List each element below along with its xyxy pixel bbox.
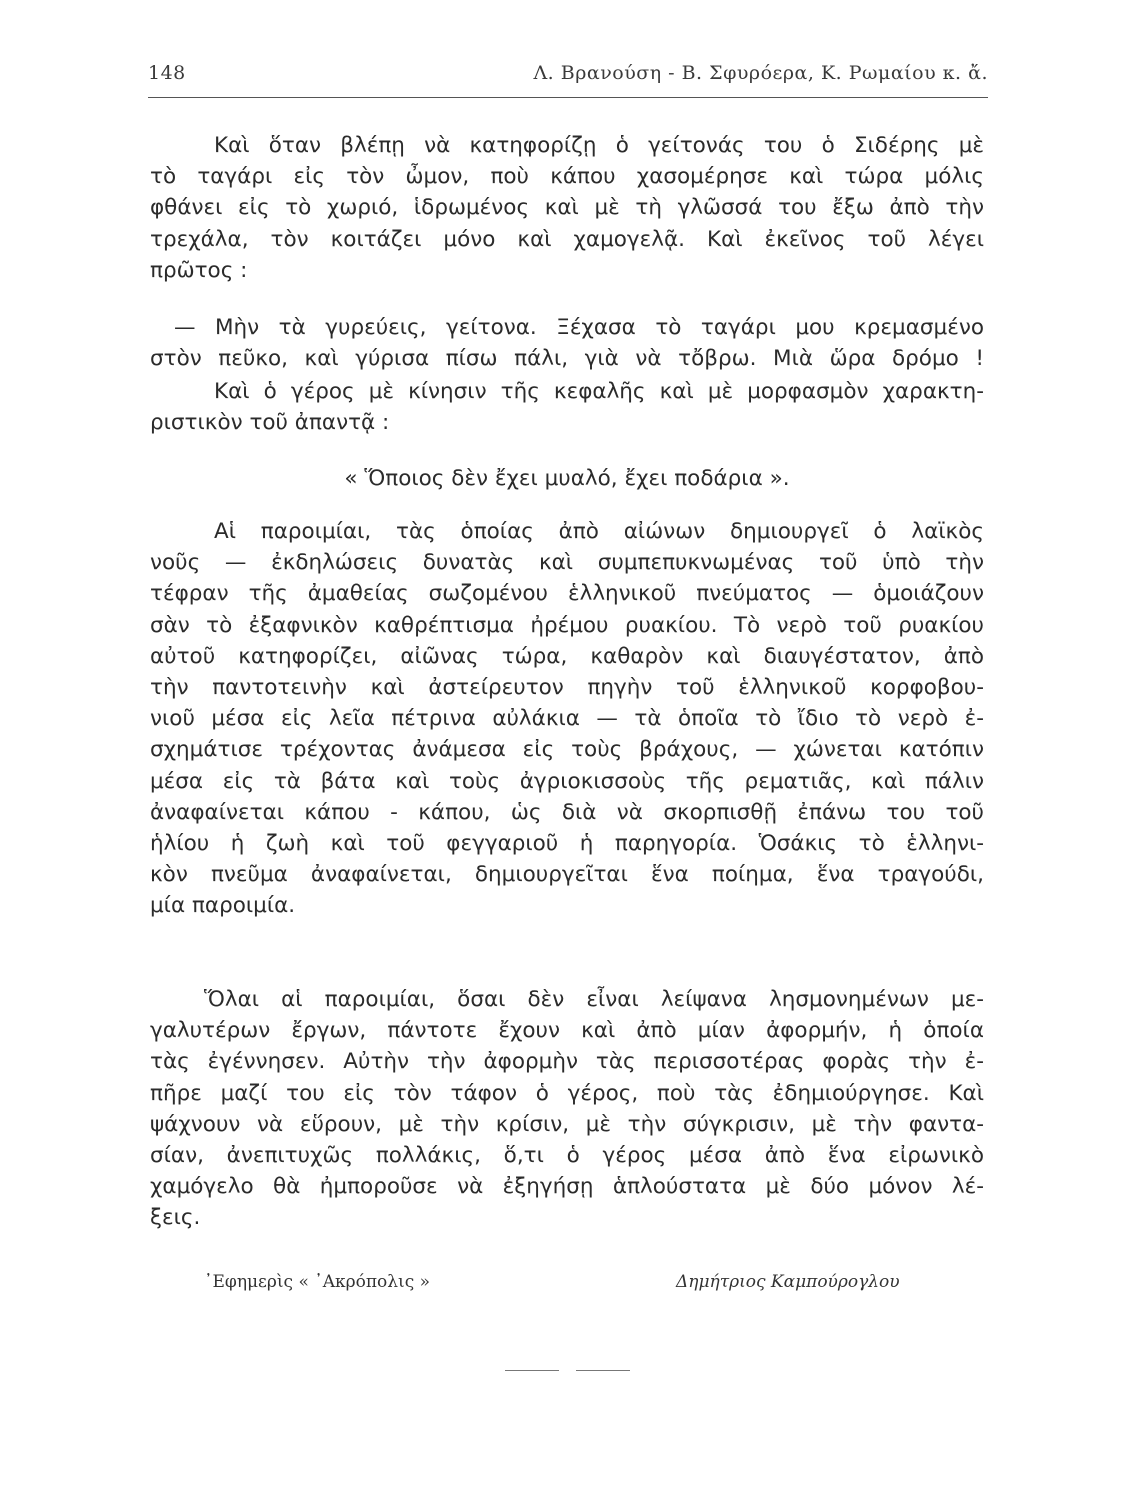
text-line: Ὅλαι αἱ παροιμίαι, ὅσαι δὲν εἶναι λείψανα λησμονημένων με- <box>204 987 984 1012</box>
text-line: τέφραν τῆς ἀμαθείας σωζομένου ἑλληνικοῦ πνεύματος — ὁμοιάζουν <box>150 581 984 607</box>
text-line: νιοῦ μέσα εἰς λεῖα πέτρινα αὐλάκια — τὰ ὁποῖα τὸ ἴδιο τὸ νερὸ ἐ- <box>150 706 984 732</box>
paragraph-3 <box>150 376 984 438</box>
end-rule-left <box>505 1370 559 1371</box>
text-line: σὰν τὸ ἐξαφνικὸν καθρέπτισμα ἠρέμου ρυακίου. Τὸ νερὸ τοῦ ρυακίου <box>150 612 984 638</box>
text-line: χαμόγελο θὰ ἠμποροῦσε νὰ ἐξηγήσῃ ἁπλούστατα μὲ δύο μόνον λέ- <box>150 1174 984 1200</box>
text-line: γαλυτέρων ἔργων, πάντοτε ἔχουν καὶ ἀπὸ μίαν ἀφορμήν, ἡ ὁποία <box>150 1018 984 1044</box>
text-line: ἀναφαίνεται κάπου - κάπου, ὡς διὰ νὰ σκορπισθῇ ἐπάνω του τοῦ <box>150 799 984 825</box>
paragraph-4 <box>150 516 984 921</box>
quote-line: « Ὅποιος δὲν ἔχει μυαλό, ἔχει ποδάρια ». <box>344 466 790 491</box>
running-title: Λ. Βρανούση - Β. Σφυρόερα, Κ. Ρωμαίου κ. ἄ. <box>533 62 988 84</box>
text-line: ξεις. <box>150 1205 201 1231</box>
text-line: τὰς ἐγέννησεν. Αὐτὴν τὴν ἀφορμὴν τὰς περισσοτέρας φορὰς τὴν ἐ- <box>150 1049 984 1075</box>
text-line: πρῶτος : <box>150 257 248 283</box>
header-rule <box>148 97 988 98</box>
text-line: νοῦς — ἐκδηλώσεις δυνατὰς καὶ συμπεπυκνωμένας τοῦ ὑπὸ τὴν <box>150 550 984 576</box>
text-line: ἡλίου ἡ ζωὴ καὶ τοῦ φεγγαριοῦ ἡ παρηγορία. Ὁσάκις τὸ ἑλληνι- <box>150 830 984 856</box>
text-line: ριστικὸν τοῦ ἀπαντᾷ : <box>150 410 390 436</box>
paragraph-1 <box>150 130 984 286</box>
text-line: μέσα εἰς τὰ βάτα καὶ τοὺς ἀγριοκισσοὺς τῆς ρεματιᾶς, καὶ πάλιν <box>150 768 984 794</box>
text-line: φθάνει εἰς τὸ χωριό, ἱδρωμένος καὶ μὲ τὴ γλῶσσά του ἔξω ἀπὸ τὴν <box>150 195 984 221</box>
text-line: Καὶ ὅταν βλέπῃ νὰ κατηφορίζῃ ὁ γείτονάς του ὁ Σιδέρης μὲ <box>214 133 984 158</box>
text-line: μία παροιμία. <box>150 893 296 919</box>
text-line: στὸν πεῦκο, καὶ γύρισα πίσω πάλι, γιὰ νὰ τὄβρω. Μιὰ ὥρα δρόμο ! <box>150 346 984 372</box>
text-line: ψάχνουν νὰ εὕρουν, μὲ τὴν κρίσιν, μὲ τὴν σύγκρισιν, μὲ τὴν φαντα- <box>150 1111 984 1137</box>
page-number: 148 <box>148 62 186 84</box>
text-line: τρεχάλα, τὸν κοιτάζει μόνο καὶ χαμογελᾷ. Καὶ ἐκεῖνος τοῦ λέγει <box>150 226 984 252</box>
end-rule-right <box>576 1370 630 1371</box>
text-line: — Μὴν τὰ γυρεύεις, γείτονα. Ξέχασα τὸ ταγάρι μου κρεμασμένο <box>174 315 984 340</box>
text-line: αὐτοῦ κατηφορίζει, αἰῶνας τώρα, καθαρὸν καὶ διαυγέστατον, ἀπὸ <box>150 643 984 669</box>
text-line: Αἱ παροιμίαι, τὰς ὁποίας ἀπὸ αἰώνων δημιουργεῖ ὁ λαϊκὸς <box>214 519 984 544</box>
text-line: Καὶ ὁ γέρος μὲ κίνησιν τῆς κεφαλῆς καὶ μὲ μορφασμὸν χαρακτη- <box>214 379 984 404</box>
text-line: σχημάτισε τρέχοντας ἀνάμεσα εἰς τοὺς βράχους, — χώνεται κατόπιν <box>150 737 984 763</box>
paragraph-5 <box>150 984 984 1234</box>
author-name: Δημήτριος Καμπούρογλου <box>676 1272 900 1292</box>
paragraph-2 <box>150 312 984 374</box>
text-line: πῆρε μαζί του εἰς τὸν τάφον ὁ γέρος, ποὺ τὰς ἐδημιούργησε. Καὶ <box>150 1080 984 1106</box>
text-line: τὴν παντοτεινὴν καὶ ἀστείρευτον πηγὴν τοῦ ἑλληνικοῦ κορφοβου- <box>150 674 984 700</box>
text-line: τὸ ταγάρι εἰς τὸν ὦμον, ποὺ κάπου χασομέρησε καὶ τώρα μόλις <box>150 164 984 190</box>
proverb-quote <box>150 463 984 494</box>
text-line: σίαν, ἀνεπιτυχῶς πολλάκις, ὅ,τι ὁ γέρος μέσα ἀπὸ ἕνα εἰρωνικὸ <box>150 1142 984 1168</box>
text-line: κὸν πνεῦμα ἀναφαίνεται, δημιουργεῖται ἕνα ποίημα, ἕνα τραγούδι, <box>150 862 984 888</box>
source-newspaper: ᾿Εφημερὶς « ᾿Ακρόπολις » <box>204 1272 431 1292</box>
